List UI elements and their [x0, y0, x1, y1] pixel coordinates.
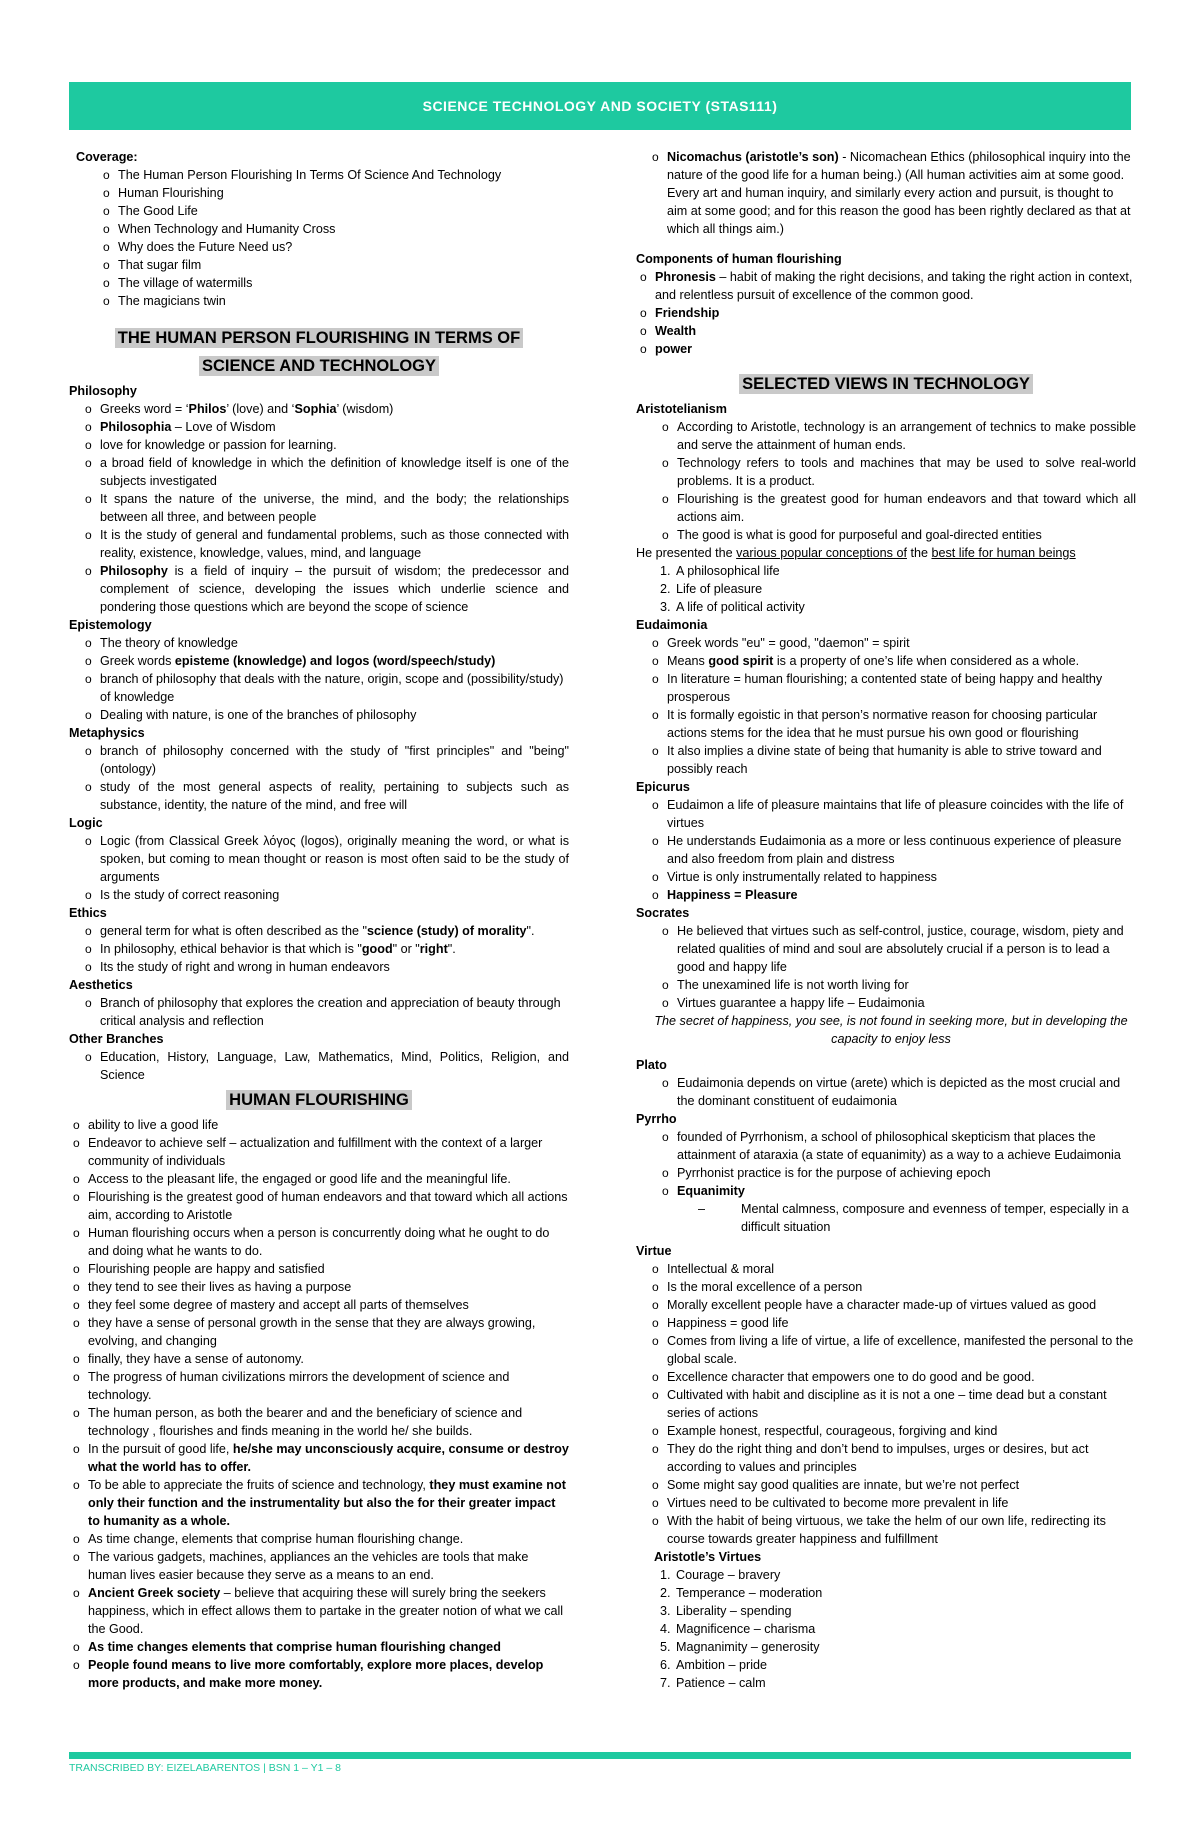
- list-item: o Eudaimon a life of pleasure maintains that life of pleasure coincides with the life of virtues: [648, 796, 1136, 832]
- list-item: o When Technology and Humanity Cross: [99, 220, 569, 238]
- list-item: o Eudaimonia depends on virtue (arete) which is depicted as the most crucial and the dominant constituent of eudaimonia: [658, 1074, 1136, 1110]
- list-item: o study of the most general aspects of reality, pertaining to subjects such as substance, identity, the nature of the mind, and free will: [81, 778, 569, 814]
- list-item: 3. A life of political activity: [660, 600, 805, 614]
- list-item: o Philosophy is a field of inquiry – the pursuit of wisdom; the predecessor and complement of science, developing the issues which underlie science and pondering those questions which are beyond the scope of science: [81, 562, 569, 616]
- list-item: 1. A philosophical life: [660, 564, 780, 578]
- coverage-title: Coverage:: [76, 150, 138, 164]
- list-item: o Branch of philosophy that explores the creation and appreciation of beauty through critical analysis and reflection: [81, 994, 569, 1030]
- list-item: o they tend to see their lives as having a purpose: [69, 1278, 569, 1296]
- subheading-metaphysics: Metaphysics: [69, 726, 145, 740]
- list-item: o Phronesis – habit of making the right decisions, and taking the right action in context, and relentless pursuit of excellence of the common good.: [636, 268, 1136, 304]
- list-item: o Technology refers to tools and machines that may be used to solve real-world problems. It is a product.: [658, 454, 1136, 490]
- document-title: SCIENCE TECHNOLOGY AND SOCIETY (STAS111): [422, 98, 778, 114]
- ethics-list: [69, 922, 569, 976]
- list-item: o Greeks word = ‘Philos’ (love) and ‘Sophia’ (wisdom): [81, 400, 569, 418]
- list-item: o People found means to live more comfortably, explore more places, develop more products, and make more money.: [69, 1656, 569, 1692]
- metaphysics-list: [69, 742, 569, 814]
- list-item: 1. Courage – bravery: [660, 1568, 781, 1582]
- list-item: o Human Flourishing: [99, 184, 569, 202]
- epicurus-list: [636, 796, 1136, 904]
- aristotle-virtues-list: [636, 1566, 1136, 1692]
- list-item: 6. Ambition – pride: [660, 1658, 768, 1672]
- list-item: o Wealth: [636, 322, 1136, 340]
- philosophy-list: [69, 400, 569, 616]
- list-item: o Ancient Greek society – believe that acquiring these will surely bring the seekers happiness, which in effect allows them to partake in the greater notion of what we call the Good.: [69, 1584, 569, 1638]
- list-item: o The good is what is good for purposeful and goal-directed entities: [658, 526, 1136, 544]
- subheading-eudaimonia: Eudaimonia: [636, 618, 708, 632]
- list-item: o Its the study of right and wrong in human endeavors: [81, 958, 569, 976]
- list-item: o Why does the Future Need us?: [99, 238, 569, 256]
- list-item: o As time changes elements that comprise human flourishing changed: [69, 1638, 569, 1656]
- socrates-list: [636, 922, 1136, 1012]
- list-item: o Excellence character that empowers one to do good and be good.: [648, 1368, 1136, 1386]
- list-item: o branch of philosophy concerned with the study of "first principles" and "being" (ontology): [81, 742, 569, 778]
- list-item: o power: [636, 340, 1136, 358]
- list-item: o Happiness = Pleasure: [648, 886, 1136, 904]
- section-title-human-flourishing: HUMAN FLOURISHING: [69, 1086, 569, 1114]
- list-item: 5. Magnanimity – generosity: [660, 1640, 820, 1654]
- list-item: o Philosophia – Love of Wisdom: [81, 418, 569, 436]
- list-item: o The magicians twin: [99, 292, 569, 310]
- virtue-list: [636, 1260, 1136, 1548]
- list-item: o Pyrrhonist practice is for the purpose of achieving epoch: [658, 1164, 1136, 1182]
- epistemology-list: [69, 634, 569, 724]
- list-item: o they have a sense of personal growth in the sense that they are always growing, evolving, and changing: [69, 1314, 569, 1350]
- list-item: o In philosophy, ethical behavior is that which is "good" or "right".: [81, 940, 569, 958]
- list-item: o Some might say good qualities are innate, but we’re not perfect: [648, 1476, 1136, 1494]
- list-item: o Access to the pleasant life, the engaged or good life and the meaningful life.: [69, 1170, 569, 1188]
- list-item: o The theory of knowledge: [81, 634, 569, 652]
- header-bar: [69, 82, 1131, 130]
- list-item: o Flourishing is the greatest good of human endeavors and that toward which all actions aim, according to Aristotle: [69, 1188, 569, 1224]
- list-item: o It is the study of general and fundamental problems, such as those connected with reality, existence, knowledge, values, mind, and language: [81, 526, 569, 562]
- aesthetics-list: [69, 994, 569, 1030]
- list-item: o they feel some degree of mastery and accept all parts of themselves: [69, 1296, 569, 1314]
- subheading-aesthetics: Aesthetics: [69, 978, 133, 992]
- list-item: 7. Patience – calm: [660, 1676, 766, 1690]
- list-item: o love for knowledge or passion for learning.: [81, 436, 569, 454]
- list-item: o The unexamined life is not worth living for: [658, 976, 1136, 994]
- socrates-quote: The secret of happiness, you see, is not found in seeking more, but in developing the capacity to enjoy less: [654, 1014, 1128, 1046]
- list-item: o finally, they have a sense of autonomy.: [69, 1350, 569, 1368]
- pyrrho-list: [636, 1128, 1136, 1200]
- list-item: o The various gadgets, machines, appliances an the vehicles are tools that make human lives easier because they serve as a means to an end.: [69, 1548, 569, 1584]
- list-item: o With the habit of being virtuous, we take the helm of our own life, redirecting its course towards greater happiness and fulfillment: [648, 1512, 1136, 1548]
- list-item: o They do the right thing and don’t bend to impulses, urges or desires, but act according to values and principles: [648, 1440, 1136, 1476]
- list-item: o Is the moral excellence of a person: [648, 1278, 1136, 1296]
- list-item: o Nicomachus (aristotle’s son) - Nicomachean Ethics (philosophical inquiry into the nature of the good life for a human being.) (All human activities aim at some good. Every art and human inquiry, and similarly every action and pursuit, is thought to aim at some good; and for this reason the good has been rightly declared as that at which all things aim.): [648, 148, 1136, 238]
- coverage-list: [69, 166, 569, 310]
- list-item: o branch of philosophy that deals with the nature, origin, scope and (possibility/study) of knowledge: [81, 670, 569, 706]
- components-list: [636, 268, 1136, 358]
- list-item: o Example honest, respectful, courageous, forgiving and kind: [648, 1422, 1136, 1440]
- list-item: o Is the study of correct reasoning: [81, 886, 569, 904]
- aristotelianism-list: [636, 418, 1136, 544]
- list-item: o It also implies a divine state of being that humanity is able to strive toward and possibly reach: [648, 742, 1136, 778]
- list-item: o Virtues guarantee a happy life – Eudaimonia: [658, 994, 1136, 1012]
- list-item: o founded of Pyrrhonism, a school of philosophical skepticism that places the attainment of ataraxia (a state of equanimity) as a way to a achieve Eudaimonia: [658, 1128, 1136, 1164]
- subheading-virtue: Virtue: [636, 1244, 672, 1258]
- list-item: o According to Aristotle, technology is an arrangement of technics to make possible and serve the attainment of human ends.: [658, 418, 1136, 454]
- subheading-other-branches: Other Branches: [69, 1032, 164, 1046]
- subheading-socrates: Socrates: [636, 906, 690, 920]
- plato-list: [636, 1074, 1136, 1110]
- list-item: o In the pursuit of good life, he/she may unconsciously acquire, consume or destroy what the world has to offer.: [69, 1440, 569, 1476]
- subheading-philosophy: Philosophy: [69, 384, 137, 398]
- right-column: [636, 148, 1136, 1692]
- section-title-human-person: THE HUMAN PERSON FLOURISHING IN TERMS OF SCIENCE AND TECHNOLOGY: [69, 324, 569, 380]
- footer-divider: [69, 1752, 1131, 1759]
- list-item: o The human person, as both the bearer and and the beneficiary of science and technology , flourishes and finds meaning in the world he/ she builds.: [69, 1404, 569, 1440]
- other-branches-list: [69, 1048, 569, 1084]
- list-item: o Greek words episteme (knowledge) and logos (word/speech/study): [81, 652, 569, 670]
- logic-list: [69, 832, 569, 904]
- list-item: o Flourishing people are happy and satisfied: [69, 1260, 569, 1278]
- list-item: 2. Life of pleasure: [660, 582, 763, 596]
- list-item: o Logic (from Classical Greek λόγος (logos), originally meaning the word, or what is spoken, but coming to mean thought or reason is most often said to be the study of arguments: [81, 832, 569, 886]
- conceptions-list: [636, 562, 1136, 616]
- list-item: o As time change, elements that comprise human flourishing change.: [69, 1530, 569, 1548]
- list-item: o Virtue is only instrumentally related to happiness: [648, 868, 1136, 886]
- list-item: o The village of watermills: [99, 274, 569, 292]
- list-item: o Cultivated with habit and discipline as it is not a one – time dead but a constant series of actions: [648, 1386, 1136, 1422]
- list-item: o That sugar film: [99, 256, 569, 274]
- subheading-components: Components of human flourishing: [636, 252, 842, 266]
- list-item: o In literature = human flourishing; a contented state of being happy and healthy prosperous: [648, 670, 1136, 706]
- list-item: o The Human Person Flourishing In Terms Of Science And Technology: [99, 166, 569, 184]
- list-item: o Means good spirit is a property of one’s life when considered as a whole.: [648, 652, 1136, 670]
- nicomachus-list: [636, 148, 1136, 238]
- list-item: o general term for what is often described as the "science (study) of morality".: [81, 922, 569, 940]
- left-column: [69, 148, 569, 1692]
- list-item: o Morally excellent people have a character made-up of virtues valued as good: [648, 1296, 1136, 1314]
- list-item: 3. Liberality – spending: [660, 1604, 792, 1618]
- aristotle-virtues-title: Aristotle’s Virtues: [654, 1550, 762, 1564]
- list-item: o Endeavor to achieve self – actualization and fulfillment with the context of a larger community of individuals: [69, 1134, 569, 1170]
- list-item: o Flourishing is the greatest good for human endeavors and that toward which all actions aim.: [658, 490, 1136, 526]
- list-item: o He understands Eudaimonia as a more or less continuous experience of pleasure and also freedom from plain and distress: [648, 832, 1136, 868]
- list-item: o a broad field of knowledge in which the definition of knowledge itself is one of the subjects investigated: [81, 454, 569, 490]
- section-title-selected-views: SELECTED VIEWS IN TECHNOLOGY: [636, 370, 1136, 398]
- list-item: o Human flourishing occurs when a person is concurrently doing what he ought to do and doing what he wants to do.: [69, 1224, 569, 1260]
- list-item: o Dealing with nature, is one of the branches of philosophy: [81, 706, 569, 724]
- eudaimonia-list: [636, 634, 1136, 778]
- subheading-ethics: Ethics: [69, 906, 107, 920]
- list-item: o Equanimity: [658, 1182, 1136, 1200]
- list-item: o Happiness = good life: [648, 1314, 1136, 1332]
- list-item: o He believed that virtues such as self-control, justice, courage, wisdom, piety and related qualities of mind and soul are absolutely crucial if a person is to lead a good and happy life: [658, 922, 1136, 976]
- list-item: o Virtues need to be cultivated to become more prevalent in life: [648, 1494, 1136, 1512]
- footer-credit: TRANSCRIBED BY: EIZELABARENTOS | BSN 1 – Y1 – 8: [69, 1762, 341, 1774]
- subheading-plato: Plato: [636, 1058, 667, 1072]
- list-item: o It spans the nature of the universe, the mind, and the body; the relationships between all three, and between people: [81, 490, 569, 526]
- subheading-epicurus: Epicurus: [636, 780, 690, 794]
- equanimity-definition: – Mental calmness, composure and evenness of temper, especially in a difficult situation: [698, 1202, 1129, 1234]
- list-item: o Greek words "eu" = good, "daemon" = spirit: [648, 634, 1136, 652]
- subheading-epistemology: Epistemology: [69, 618, 152, 632]
- list-item: o Comes from living a life of virtue, a life of excellence, manifested the personal to the global scale.: [648, 1332, 1136, 1368]
- list-item: o It is formally egoistic in that person’s normative reason for choosing particular actions stems for the idea that he must pursue his own good or flourishing: [648, 706, 1136, 742]
- list-item: o Friendship: [636, 304, 1136, 322]
- list-item: o Education, History, Language, Law, Mathematics, Mind, Politics, Religion, and Science: [81, 1048, 569, 1084]
- list-item: 4. Magnificence – charisma: [660, 1622, 816, 1636]
- list-item: o The progress of human civilizations mirrors the development of science and technology.: [69, 1368, 569, 1404]
- subheading-logic: Logic: [69, 816, 103, 830]
- subheading-pyrrho: Pyrrho: [636, 1112, 677, 1126]
- subheading-aristotelianism: Aristotelianism: [636, 402, 727, 416]
- presented-conceptions: He presented the various popular conceptions of the best life for human beings: [636, 546, 1076, 560]
- list-item: o Intellectual & moral: [648, 1260, 1136, 1278]
- human-flourishing-list: [69, 1116, 569, 1692]
- list-item: o The Good Life: [99, 202, 569, 220]
- list-item: o To be able to appreciate the fruits of science and technology, they must examine not only their function and the instrumentality but also the for their greater impact to humanity as a whole.: [69, 1476, 569, 1530]
- list-item: o ability to live a good life: [69, 1116, 569, 1134]
- list-item: 2. Temperance – moderation: [660, 1586, 823, 1600]
